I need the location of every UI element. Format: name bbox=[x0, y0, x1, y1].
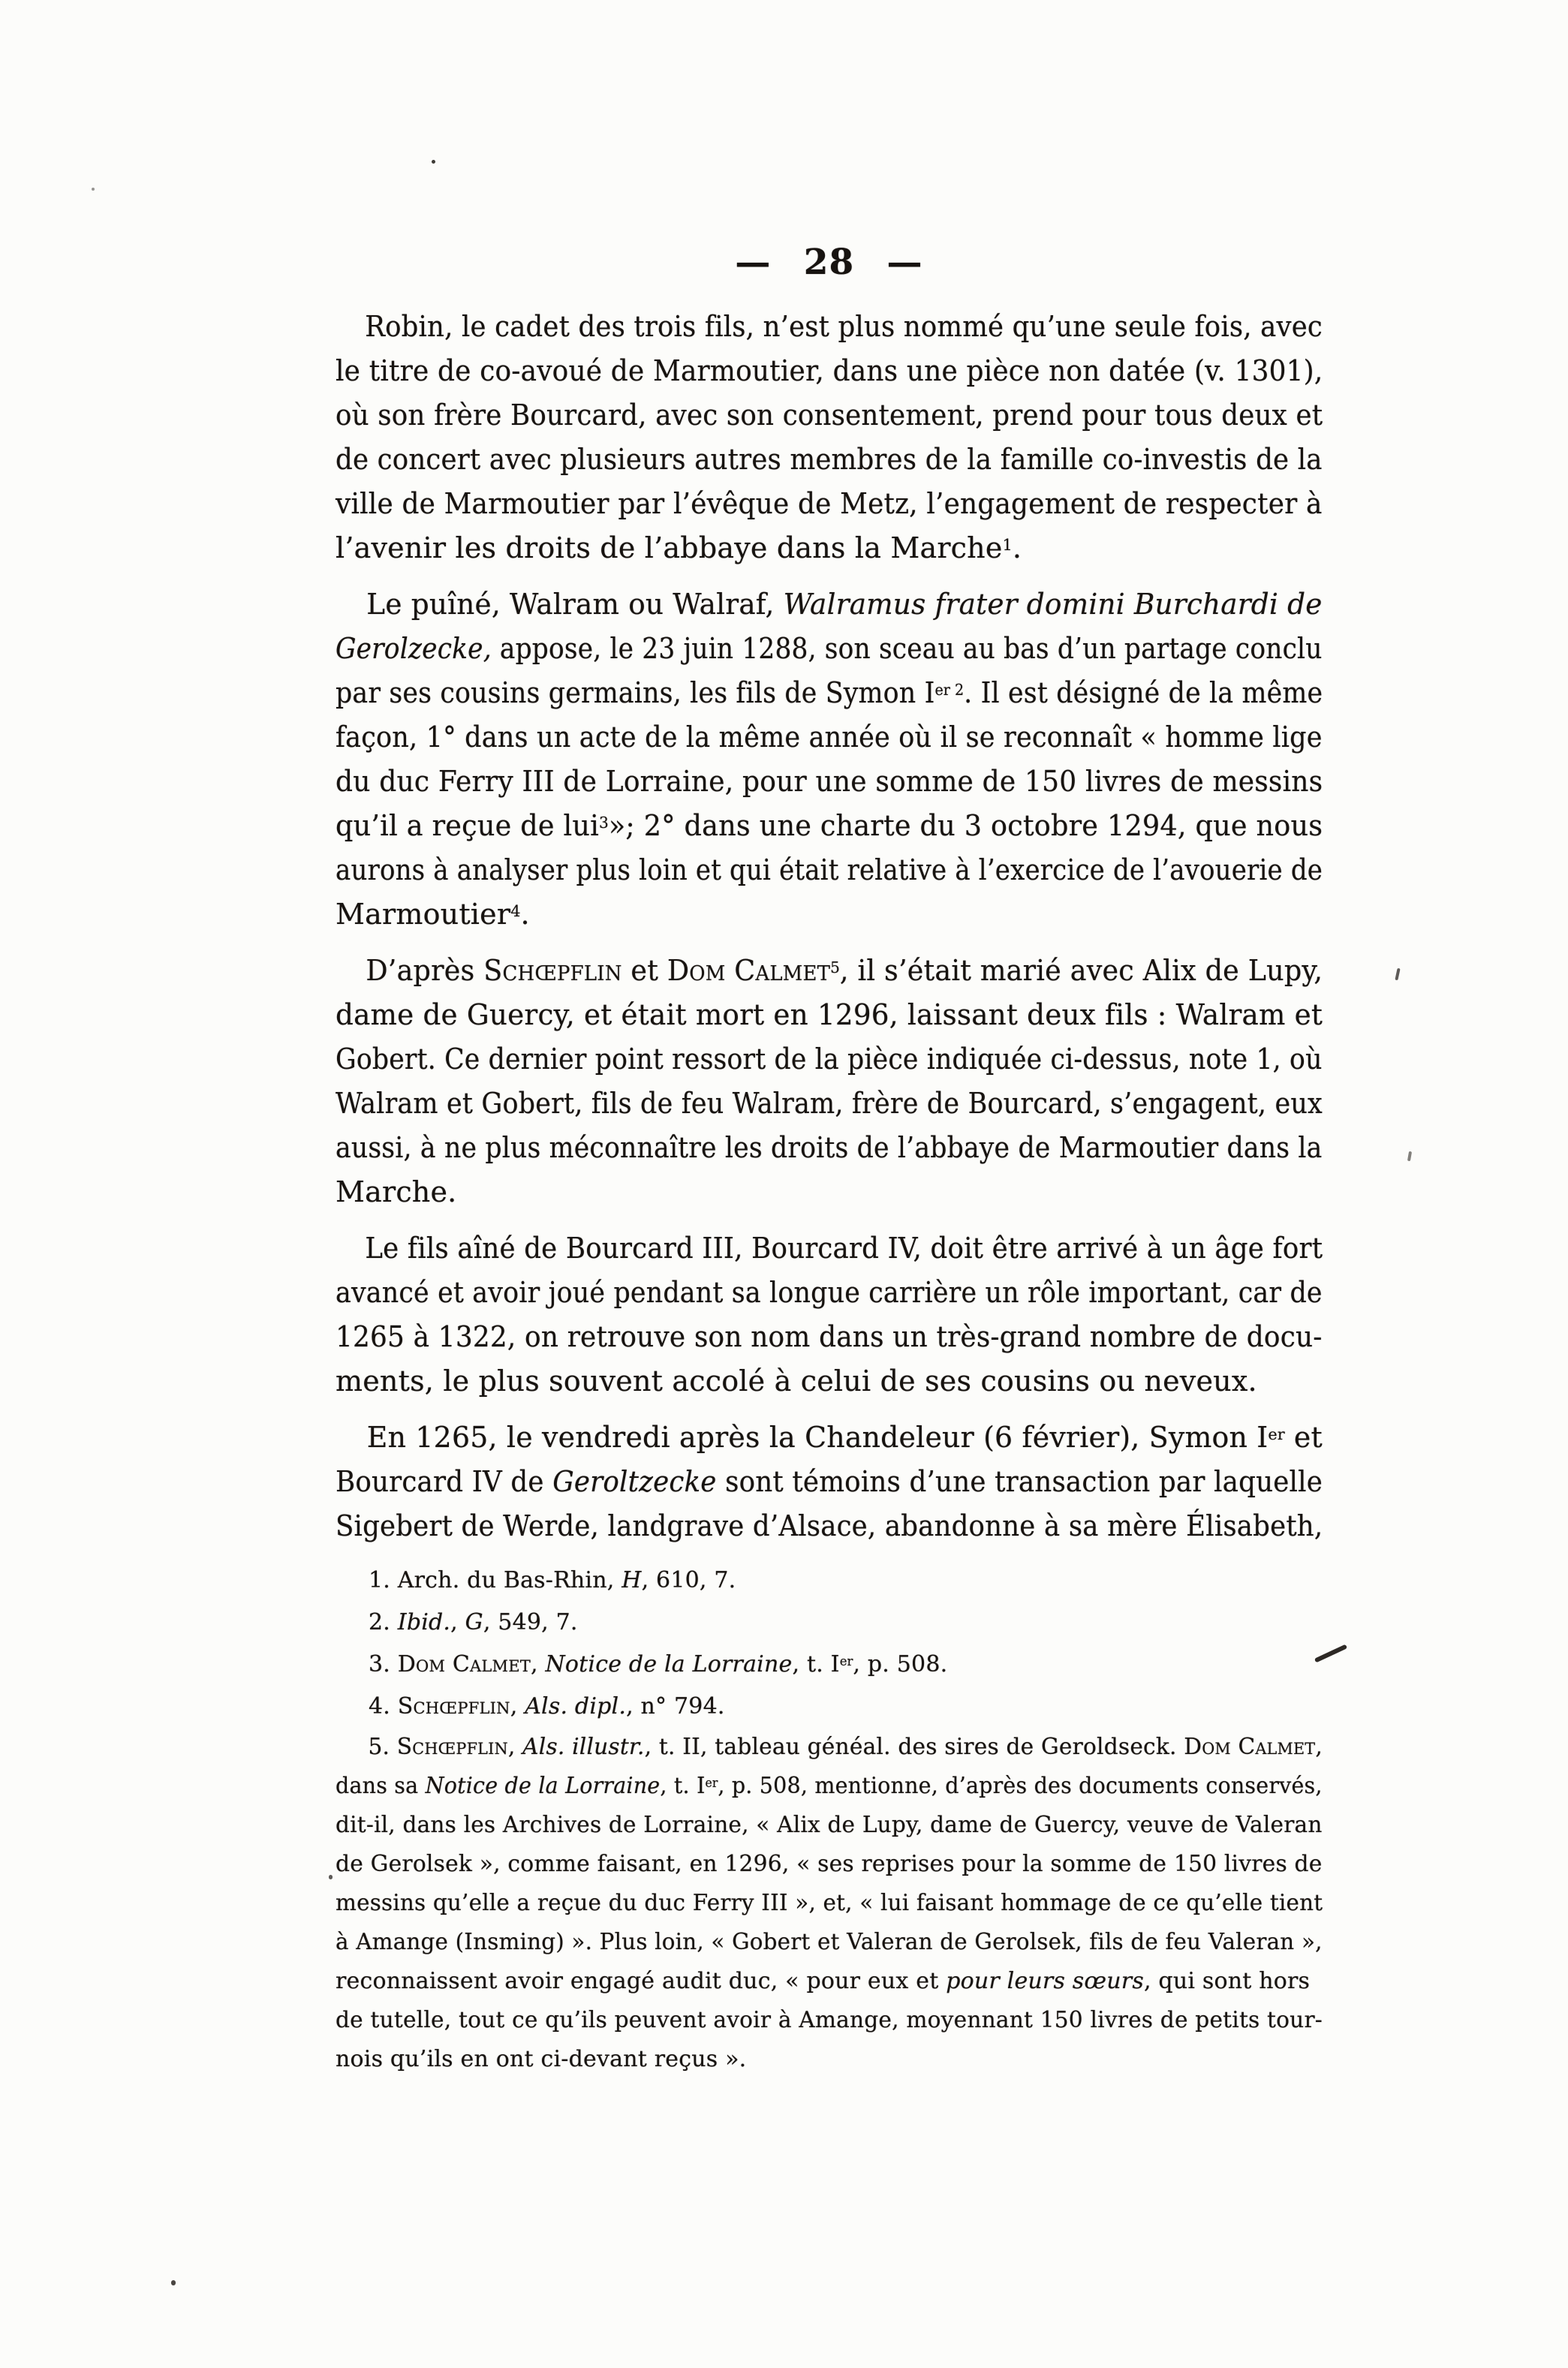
text-segment: 4. bbox=[369, 1693, 398, 1720]
text-segment: Sigebert de Werde, landgrave d’Alsace, abandonne à sa mère Élisabeth, bbox=[336, 1509, 1323, 1542]
text-segment: , bbox=[530, 1651, 546, 1677]
ink-speck bbox=[329, 1875, 333, 1879]
text-segment: 1265 à 1322, on retrouve son nom dans un très-grand nombre de docu- bbox=[336, 1320, 1323, 1353]
text-segment: Als. illustr. bbox=[522, 1734, 645, 1760]
footnote bbox=[336, 1602, 1323, 1644]
text-line bbox=[336, 393, 1323, 438]
text-segment: 5 bbox=[830, 958, 840, 976]
text-line bbox=[336, 1923, 1323, 1962]
text-segment: Notice de la Lorraine bbox=[425, 1773, 661, 1799]
footnote bbox=[336, 1728, 1323, 2079]
text-line bbox=[336, 1416, 1323, 1460]
footnote bbox=[336, 1560, 1323, 1602]
text-segment: Schœpflin bbox=[396, 1734, 508, 1760]
text-segment: Walramus frater domini Burchardi de bbox=[783, 588, 1323, 621]
text-line bbox=[336, 1560, 1323, 1602]
text-segment: , bbox=[450, 1609, 465, 1635]
text-line bbox=[336, 1460, 1323, 1504]
text-segment: Le puîné, Walram ou Walraf, bbox=[366, 588, 784, 621]
text-segment: En 1265, le vendredi après la Chandeleur (6 février), Symon I bbox=[366, 1421, 1269, 1454]
text-line bbox=[336, 892, 1323, 937]
ink-tick bbox=[1395, 968, 1400, 980]
paragraph bbox=[336, 1416, 1323, 1548]
text-segment: dame de Guercy, et était mort en 1296, laissant deux fils : Walram et bbox=[336, 998, 1323, 1031]
text-segment: , bbox=[1315, 1734, 1323, 1760]
text-segment: de concert avec plusieurs autres membres de la famille co-investis de la bbox=[336, 443, 1323, 476]
ink-speck bbox=[432, 160, 435, 164]
text-segment: 2. bbox=[369, 1609, 398, 1635]
text-segment: er bbox=[705, 1776, 718, 1791]
paragraph bbox=[336, 582, 1323, 937]
text-line bbox=[336, 1602, 1323, 1644]
text-segment: , t. I bbox=[660, 1773, 706, 1799]
text-segment: , il s’était marié avec Alix de Lupy, bbox=[839, 954, 1323, 987]
text-segment: de Gerolsek », comme faisant, en 1296, « ses reprises pour la somme de 150 livres de bbox=[336, 1851, 1323, 1877]
text-segment: Dom Calmet bbox=[1184, 1734, 1316, 1760]
text-segment: . bbox=[1012, 531, 1022, 564]
text-line bbox=[336, 848, 1323, 892]
text-line bbox=[336, 949, 1323, 993]
text-segment: Geroltzecke bbox=[552, 1465, 717, 1498]
text-segment: , n° 794. bbox=[626, 1693, 725, 1720]
text-line bbox=[336, 2001, 1323, 2040]
text-segment: avancé et avoir joué pendant sa longue carrière un rôle important, car de bbox=[336, 1276, 1323, 1309]
text-line bbox=[336, 627, 1323, 671]
text-segment: aussi, à ne plus méconnaître les droits de l’abbaye de Marmoutier dans la bbox=[336, 1131, 1323, 1164]
ink-speck bbox=[92, 188, 95, 191]
text-segment: er bbox=[1268, 1425, 1285, 1443]
ink-tick bbox=[1407, 1151, 1412, 1161]
text-segment: l’avenir les droits de l’abbaye dans la Marche bbox=[336, 531, 1003, 564]
text-segment: nois qu’ils en ont ci-devant reçus ». bbox=[336, 2046, 747, 2072]
text-segment: , p. 508, mentionne, d’après des documents conservés, bbox=[718, 1773, 1323, 1799]
page-number: — 28 — bbox=[735, 242, 923, 283]
paragraph bbox=[336, 949, 1323, 1214]
text-line bbox=[336, 1315, 1323, 1359]
text-segment: , 549, 7. bbox=[483, 1609, 578, 1635]
text-segment: Robin, le cadet des trois fils, n’est plus nommé qu’une seule fois, avec bbox=[365, 310, 1323, 343]
text-line bbox=[336, 1767, 1323, 1806]
text-segment: Dom Calmet bbox=[397, 1651, 531, 1677]
text-segment: er 2 bbox=[934, 680, 965, 699]
text-segment: messins qu’elle a reçue du duc Ferry III », et, « lui faisant hommage de ce qu’elle tient bbox=[336, 1890, 1323, 1916]
text-segment: le titre de co-avoué de Marmoutier, dans une pièce non datée (v. 1301), bbox=[336, 354, 1323, 387]
text-line bbox=[336, 1037, 1323, 1082]
text-segment: , t. II, tableau généal. des sires de Geroldseck. bbox=[644, 1734, 1184, 1760]
text-segment: Schœpflin bbox=[483, 954, 622, 987]
text-segment: . bbox=[520, 898, 530, 931]
text-segment: dit-il, dans les Archives de Lorraine, « Alix de Lupy, dame de Guercy, veuve de Valeran bbox=[336, 1812, 1323, 1838]
text-segment: où son frère Bourcard, avec son consentement, prend pour tous deux et bbox=[336, 399, 1323, 432]
text-segment: , bbox=[510, 1693, 525, 1720]
text-line bbox=[336, 582, 1323, 627]
text-segment: appose, le 23 juin 1288, son sceau au bas d’un partage conclu bbox=[491, 632, 1323, 665]
text-segment: qu’il a reçue de lui bbox=[336, 809, 600, 842]
text-segment: 1. Arch. du Bas-Rhin, bbox=[369, 1567, 622, 1593]
text-line bbox=[336, 2040, 1323, 2079]
text-segment: et bbox=[621, 954, 667, 987]
text-segment: dans sa bbox=[336, 1773, 426, 1799]
text-segment: Le fils aîné de Bourcard III, Bourcard IV, doit être arrivé à un âge fort bbox=[365, 1232, 1323, 1265]
text-segment: Gobert. Ce dernier point ressort de la pièce indiquée ci-dessus, note 1, où bbox=[336, 1043, 1323, 1076]
text-segment: D’après bbox=[366, 954, 484, 987]
text-line bbox=[336, 1686, 1323, 1728]
text-segment: Walram et Gobert, fils de feu Walram, frère de Bourcard, s’engagent, eux bbox=[336, 1087, 1323, 1120]
paragraph bbox=[336, 1226, 1323, 1404]
text-segment: 1 bbox=[1002, 535, 1013, 554]
text-segment: sont témoins d’une transaction par laquelle bbox=[716, 1465, 1323, 1498]
text-line bbox=[336, 482, 1323, 526]
text-segment: G bbox=[465, 1609, 483, 1635]
text-segment: Schœpflin bbox=[397, 1693, 510, 1720]
text-line bbox=[336, 1806, 1323, 1845]
footnote bbox=[336, 1686, 1323, 1728]
text-segment: à Amange (Insming) ». Plus loin, « Gobert et Valeran de Gerolsek, fils de feu Valeran », bbox=[336, 1929, 1323, 1955]
text-line bbox=[336, 1271, 1323, 1315]
body-text bbox=[336, 305, 1323, 1548]
text-segment: Bourcard IV de bbox=[336, 1465, 553, 1498]
text-segment: , qui sont hors bbox=[1143, 1968, 1311, 1994]
text-line bbox=[336, 715, 1323, 760]
text-segment: er bbox=[839, 1654, 853, 1669]
text-segment: Notice de la Lorraine bbox=[545, 1651, 793, 1677]
text-line bbox=[336, 1504, 1323, 1548]
text-segment: aurons à analyser plus loin et qui était relative à l’exercice de l’avouerie de bbox=[336, 853, 1323, 886]
text-line bbox=[336, 305, 1323, 349]
text-segment: pour leurs sœurs bbox=[946, 1968, 1144, 1994]
text-line bbox=[336, 1082, 1323, 1126]
text-segment: 4 bbox=[510, 901, 521, 920]
text-line bbox=[336, 438, 1323, 482]
text-segment: ville de Marmoutier par l’évêque de Metz, l’engagement de respecter à bbox=[336, 487, 1323, 520]
text-line bbox=[336, 1170, 1323, 1214]
text-segment: 3 bbox=[599, 813, 609, 832]
paragraph bbox=[336, 305, 1323, 570]
text-line bbox=[336, 1728, 1323, 1767]
text-segment: 3. bbox=[369, 1651, 398, 1677]
text-line bbox=[336, 526, 1323, 570]
text-line bbox=[336, 1962, 1323, 2001]
text-line bbox=[336, 671, 1323, 715]
text-line bbox=[336, 760, 1323, 804]
text-segment: . Il est désigné de la même bbox=[964, 676, 1323, 709]
text-segment: , t. I bbox=[792, 1651, 840, 1677]
text-segment: Marche. bbox=[336, 1175, 457, 1208]
text-segment: »; 2° dans une charte du 3 octobre 1294, que nous bbox=[608, 809, 1323, 842]
text-segment: H bbox=[621, 1567, 642, 1593]
text-line bbox=[336, 993, 1323, 1037]
text-segment: de tutelle, tout ce qu’ils peuvent avoir à Amange, moyennant 150 livres de petits tour- bbox=[336, 2007, 1323, 2033]
text-line bbox=[336, 1226, 1323, 1271]
text-line bbox=[336, 1884, 1323, 1923]
text-segment: Ibid. bbox=[397, 1609, 451, 1635]
text-line bbox=[336, 1845, 1323, 1884]
text-line bbox=[336, 1359, 1323, 1404]
text-segment: ments, le plus souvent accolé à celui de ses cousins ou neveux. bbox=[336, 1365, 1257, 1398]
text-segment: Gerolzecke, bbox=[336, 632, 492, 665]
text-segment: , bbox=[507, 1734, 523, 1760]
text-segment: reconnaissent avoir engagé audit duc, « pour eux et bbox=[336, 1968, 947, 1994]
text-segment: Dom Calmet bbox=[667, 954, 831, 987]
text-segment: , p. 508. bbox=[853, 1651, 948, 1677]
footnote bbox=[336, 1644, 1323, 1686]
text-segment: par ses cousins germains, les fils de Symon I bbox=[336, 676, 935, 709]
text-segment: du duc Ferry III de Lorraine, pour une somme de 150 livres de messins bbox=[336, 765, 1323, 798]
text-line bbox=[336, 1126, 1323, 1170]
ink-speck bbox=[171, 2280, 176, 2285]
text-segment: et bbox=[1284, 1421, 1323, 1454]
text-segment: 5. bbox=[368, 1734, 397, 1760]
footnotes-section bbox=[336, 1560, 1323, 2079]
text-segment: Als. dipl. bbox=[525, 1693, 627, 1720]
text-segment: , 610, 7. bbox=[641, 1567, 736, 1593]
text-line bbox=[336, 349, 1323, 393]
text-segment: Marmoutier bbox=[336, 898, 511, 931]
text-segment: façon, 1° dans un acte de la même année où il se reconnaît « homme lige bbox=[336, 721, 1323, 754]
text-line bbox=[336, 804, 1323, 848]
text-line bbox=[336, 1644, 1323, 1686]
